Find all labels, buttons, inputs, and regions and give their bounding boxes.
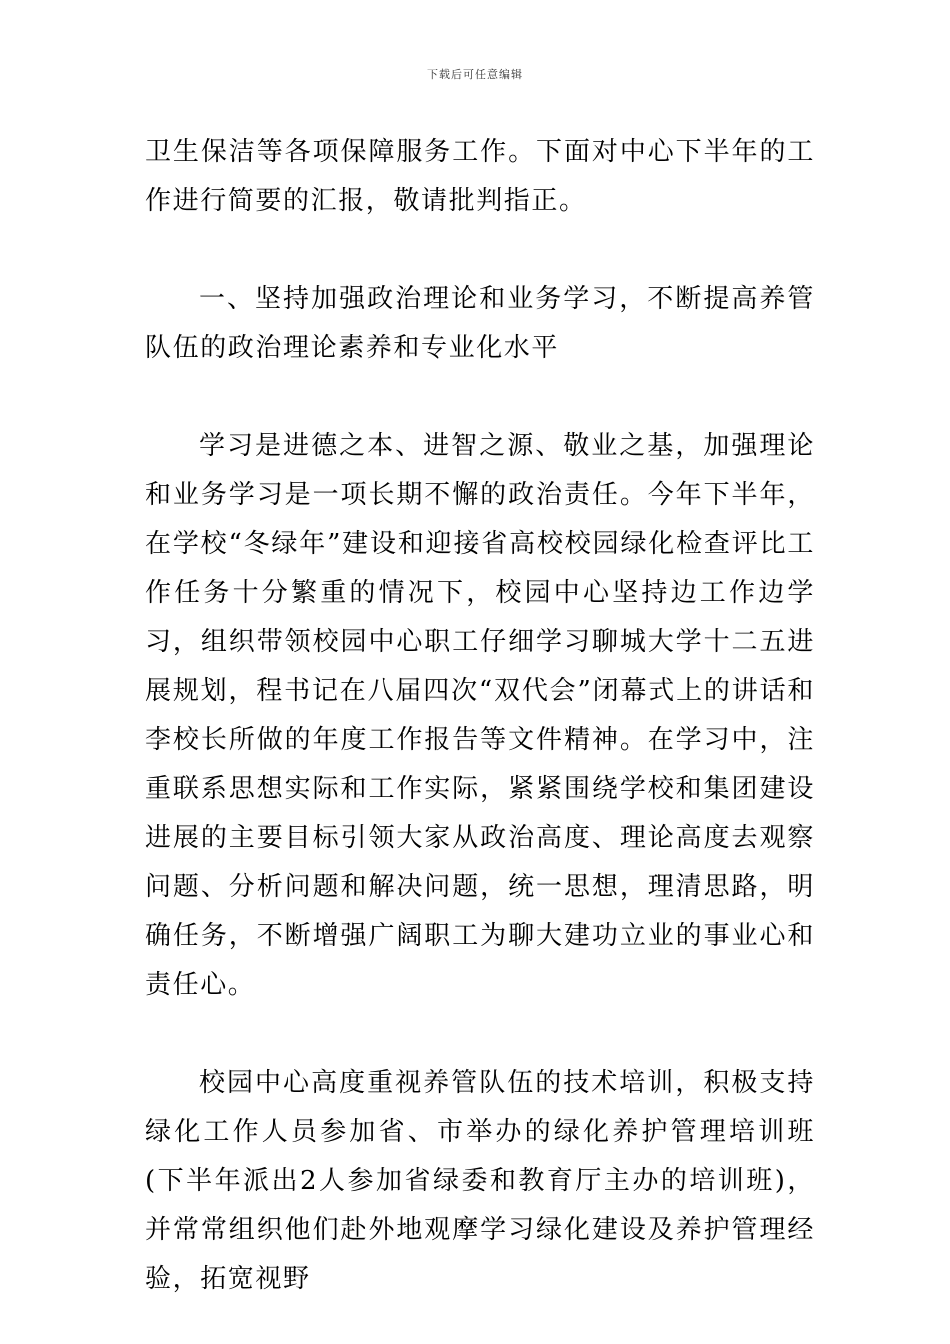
page-header: 下载后可任意编辑 xyxy=(427,68,523,81)
paragraph-gap xyxy=(145,1010,815,1059)
paragraph-training: 校园中心高度重视养管队伍的技术培训，积极支持绿化工作人员参加省、市举办的绿化养护管理培训班(下半年派出2人参加省绿委和教育厅主办的培训班)，并常常组织他们赴外地观摩学习绿化建设及养护管理经验，拓宽视野 xyxy=(145,1068,815,1294)
paragraph-intro: 卫生保洁等各项保障服务工作。下面对中心下半年的工作进行简要的汇报，敬请批判指正。 xyxy=(145,137,815,216)
section-heading: 一、坚持加强政治理论和业务学习，不断提高养管队伍的政治理论素养和专业化水平 xyxy=(145,284,815,363)
paragraph-gap xyxy=(145,373,815,422)
paragraph-gap xyxy=(145,226,815,275)
paragraph-study: 学习是进德之本、进智之源、敬业之基，加强理论和业务学习是一项长期不懈的政治责任。今年下半年，在学校“冬绿年”建设和迎接省高校校园绿化检查评比工作任务十分繁重的情况下，校园中心坚持边工作边学习，组织带领校园中心职工仔细学习聊城大学十二五进展规划，程书记在八届四次“双代会”闭幕式上的讲话和李校长所做的年度工作报告等文件精神。在学习中，注重联系思想实际和工作实际，紧紧围绕学校和集团建设进展的主要目标引领大家从政治高度、理论高度去观察问题、分析问题和解决问题，统一思想，理清思路，明确任务，不断增强广阔职工为聊大建功立业的事业心和责任心。 xyxy=(145,431,815,1000)
document-body xyxy=(145,128,815,1304)
